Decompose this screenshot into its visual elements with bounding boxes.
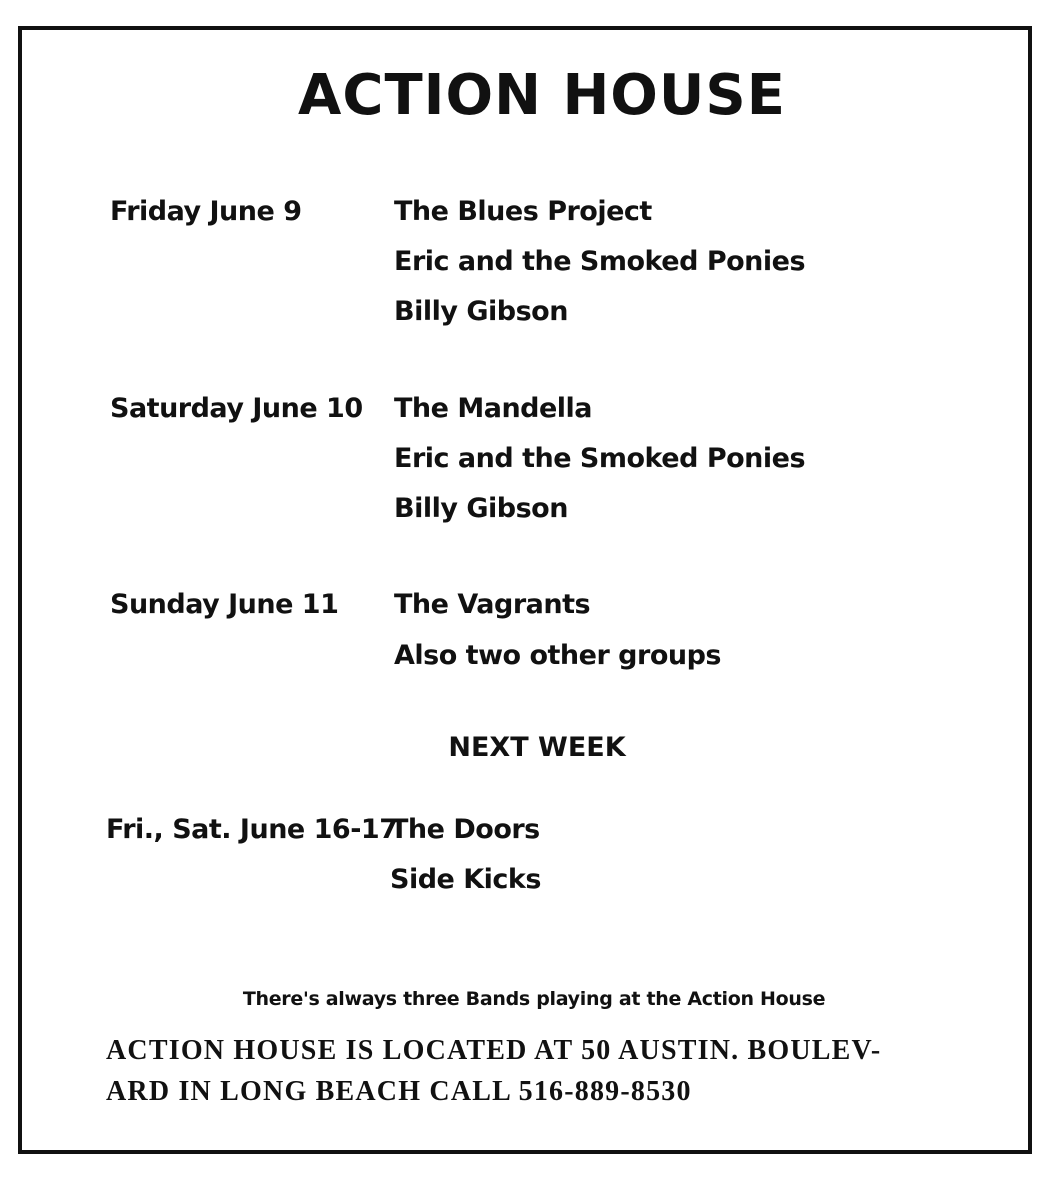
- act-line: Eric and the Smoked Ponies: [394, 443, 806, 474]
- act-line: The Mandella: [394, 393, 593, 424]
- act-line: The Vagrants: [394, 589, 591, 620]
- act-line: The Doors: [390, 814, 540, 845]
- location-notice: [106, 1030, 976, 1112]
- act-line: Also two other groups: [394, 640, 721, 671]
- act-line: Side Kicks: [390, 864, 541, 895]
- act-line: The Blues Project: [394, 196, 652, 227]
- act-line: Eric and the Smoked Ponies: [394, 246, 806, 277]
- next-week-heading: NEXT WEEK: [448, 732, 626, 763]
- schedule-day-sunday: Sunday June 11: [110, 589, 339, 620]
- location-line: ARD IN LONG BEACH CALL 516-889-8530: [106, 1076, 692, 1107]
- headline: ACTION HOUSE: [298, 63, 786, 128]
- tagline: There's always three Bands playing at the Action House: [242, 988, 826, 1010]
- location-line: ACTION HOUSE IS LOCATED AT 50 AUSTIN. BOULEV-: [106, 1035, 882, 1066]
- act-line: Billy Gibson: [394, 296, 568, 327]
- act-line: Billy Gibson: [394, 493, 568, 524]
- schedule-day-next-week: Fri., Sat. June 16-17: [106, 814, 398, 845]
- schedule-day-friday: Friday June 9: [110, 196, 302, 227]
- schedule-day-saturday: Saturday June 10: [110, 393, 363, 424]
